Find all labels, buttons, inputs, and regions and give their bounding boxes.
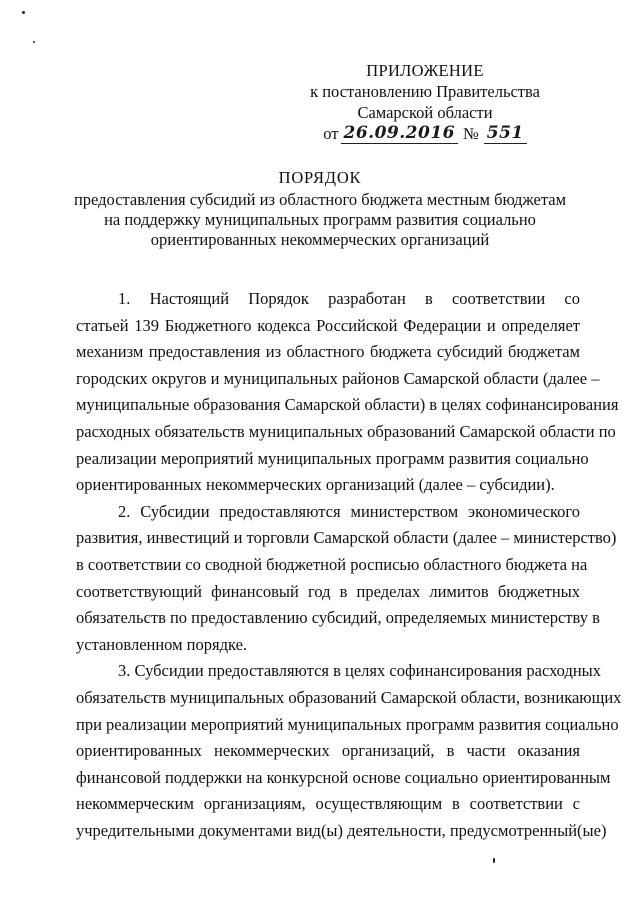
text-line: учредительными документами вид(ы) деятельности, предусмотренный(ые) (76, 820, 607, 840)
text-line: установленном порядке. (76, 634, 248, 654)
appendix-line-2: Самарской области (357, 103, 493, 122)
appendix-line-1: к постановлению Правительства (310, 82, 540, 101)
text-line: обязательств муниципальных образований Самарской области, возникающих (76, 687, 622, 707)
appendix-title: ПРИЛОЖЕНИЕ (366, 61, 484, 80)
text-line: финансовой поддержки на конкурсной основе социально ориентированным (76, 767, 611, 787)
scan-speck (33, 41, 35, 43)
text-line: некоммерческим организациям, осуществляющим в соответствии с (76, 794, 580, 814)
text-line: реализации мероприятий муниципальных программ развития социально (76, 448, 589, 468)
text-line: 3. Субсидии предоставляются в целях софинансирования расходных (118, 661, 602, 681)
scan-speck (493, 858, 495, 863)
paragraph-1 (76, 286, 619, 499)
text-line: городских округов и муниципальных районов Самарской области (далее – (76, 368, 600, 388)
document-subtitle-line: предоставления субсидий из областного бюджета местным бюджетам (73, 190, 567, 209)
date-prefix: от (323, 124, 339, 143)
text-line: статьей 139 Бюджетного кодекса Российской Федерации и определяет (76, 315, 580, 335)
paragraph-3 (76, 658, 622, 844)
text-line: расходных обязательств муниципальных образований Самарской области по (76, 421, 616, 441)
text-line: развития, инвестиций и торговли Самарской области (далее – министерство) (76, 528, 617, 548)
text-line: при реализации мероприятий муниципальных программ развития социально (76, 714, 619, 734)
number-label: № (462, 124, 479, 143)
text-line: соответствующий финансовый год в пределах лимитов бюджетных (76, 581, 580, 601)
document-subtitle-line: ориентированных некоммерческих организаций (150, 230, 490, 249)
handwritten-date: 26.09.2016 (341, 124, 458, 144)
text-line: обязательств по предоставлению субсидий, определяемых министерству в (76, 608, 600, 628)
text-line: в соответствии со сводной бюджетной росписью областного бюджета на (76, 554, 588, 574)
text-line: ориентированных некоммерческих организаций (далее – субсидии). (76, 475, 555, 495)
text-line: 1. Настоящий Порядок разработан в соответствии со (118, 289, 580, 308)
handwritten-number: 551 (484, 124, 527, 144)
text-line: ориентированных некоммерческих организаций, в части оказания (76, 741, 580, 761)
text-line: механизм предоставления из областного бюджета субсидий бюджетам (76, 342, 580, 362)
appendix-header (300, 60, 550, 144)
document-body (76, 286, 622, 844)
scan-speck (22, 11, 25, 14)
document-title-block (70, 168, 570, 250)
paragraph-2 (76, 499, 617, 659)
document-title: ПОРЯДОК (278, 168, 362, 187)
text-line: муниципальные образования Самарской области) в целях софинансирования (76, 395, 619, 415)
resolution-date-number (300, 123, 550, 144)
text-line: 2. Субсидии предоставляются министерством экономического (118, 501, 580, 521)
document-subtitle-line: на поддержку муниципальных программ развития социально (104, 210, 536, 229)
